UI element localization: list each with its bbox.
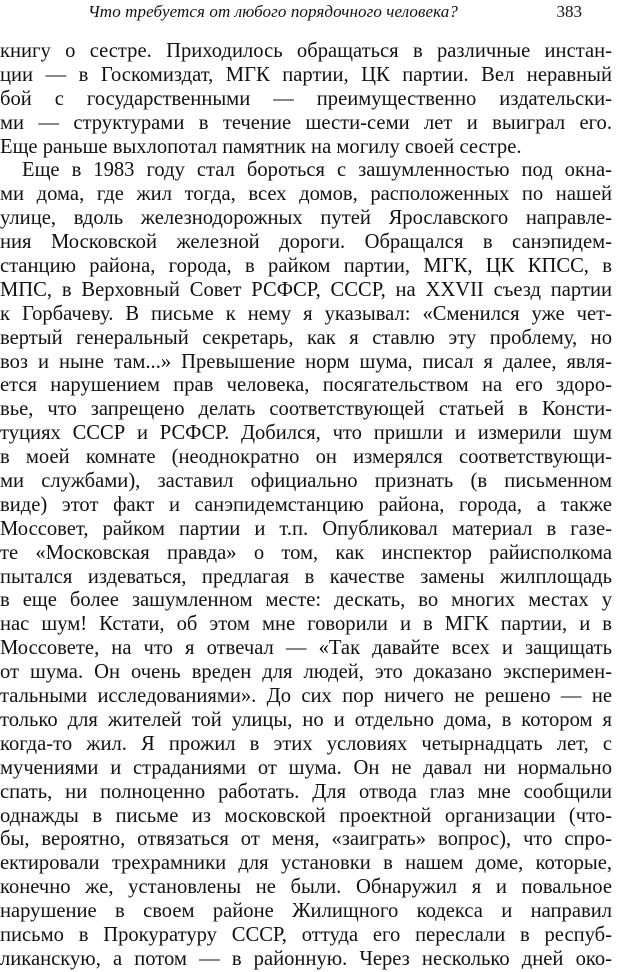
text-line: ции — в Госкомиздат, МГК партии, ЦК партии. Вел неравный [0,63,612,86]
text-line: тальными исследованиями». До сих пор ничего не решено — не [0,685,612,708]
text-line: Моссовет, райком партии и т.п. Опубликовал материал в газе- [0,517,612,540]
text-line: ми — структурами в течение шести-семи лет и выиграл его. [0,111,612,134]
page-number: 383 [556,2,582,21]
text-line: когда-то жил. Я прожил в этих условиях четырнадцать лет, с [0,732,612,755]
text-line: однажды в письме из московской проектной организации (что- [0,804,612,827]
text-line: вертый генеральный секретарь, как я ставлю эту проблему, но [0,326,612,349]
text-line: ми службами), заставил официально признать (в письменном [0,470,612,493]
text-line: вье, что запрещено делать соответствующей статьей в Консти- [0,398,612,421]
text-line: станцию района, города, в райком партии, МГК, ЦК КПСС, в [0,255,612,278]
text-line: книгу о сестре. Приходилось обращаться в различные инстан- [0,40,612,62]
text-line: МПС, в Верховный Совет РСФСР, СССР, на XXVII съезд партии [0,278,612,301]
text-line: улице, вдоль железнодорожных путей Ярославского направле- [0,207,612,230]
text-line: конечно же, установлены не были. Обнаружил я и повальное [0,876,612,899]
text-line: письмо в Прокуратуру СССР, оттуда его переслали в респуб- [0,923,612,946]
text-line: ликанскую, а потом — в районную. Через несколько дней око- [0,947,612,970]
text-line: ния Московской железной дороги. Обращался в санэпидем- [0,231,612,254]
text-line: нарушение в своем районе Жилищного кодекса и направил [0,900,612,923]
text-line: ется нарушением прав человека, посягательством на его здоро- [0,374,612,397]
text-line: к Горбачеву. В письме к нему я указывал: «Сменился уже чет- [0,302,612,325]
text-line: только для жителей той улицы, но и отдельно дома, в котором я [0,708,612,731]
text-line: виде) этот факт и санэпидемстанцию района, города, а также [0,493,612,516]
text-line: ектировали трехрамники для установки в нашем доме, которые, [0,852,612,875]
text-line: мучениями и страданиями от шума. Он не давал ни нормально [0,756,612,779]
text-line: бы, вероятно, отвязаться от меня, «заиграть» вопрос), что спро- [0,828,612,851]
text-line: туциях СССР и РСФСР. Добился, что пришли и измерили шум [0,422,612,445]
text-line: Еще в 1983 году стал бороться с зашумленностью под окна- [22,159,612,182]
text-line: от шума. Он очень вреден для людей, это доказано эксперимен- [0,661,612,684]
text-line: воз и ныне там...» Превышение норм шума, писал я далее, явля- [0,350,612,373]
text-line: те «Московская правда» о том, как инспектор райисполкома [0,541,612,564]
text-line: нас шум! Кстати, об этом мне говорили и в МГК партии, и в [0,613,612,636]
text-line: Еще раньше выхлопотал памятник на могилу своей сестре. [0,135,522,158]
running-title: Что требуется от любого порядочного человека? [88,2,458,21]
text-line: ми дома, где жил тогда, всех домов, расположенных по нашей [0,183,612,206]
body-text [0,40,612,972]
text-line: в еще более зашумленном месте: дескать, во многих местах у [0,589,612,612]
text-line: спать, ни полноценно работать. Для отвода глаз мне сообщили [0,780,612,803]
text-line: Моссовете, на что я отвечал — «Так давайте всех и защищать [0,637,612,660]
text-line: в моей комнате (неоднократно он измерялся соответствующи- [0,446,612,469]
running-header [0,1,620,27]
text-line: пытался издеваться, предлагая в качестве замены жилплощадь [0,565,612,588]
text-line: бой с государственными — преимущественно издательски- [0,87,612,110]
